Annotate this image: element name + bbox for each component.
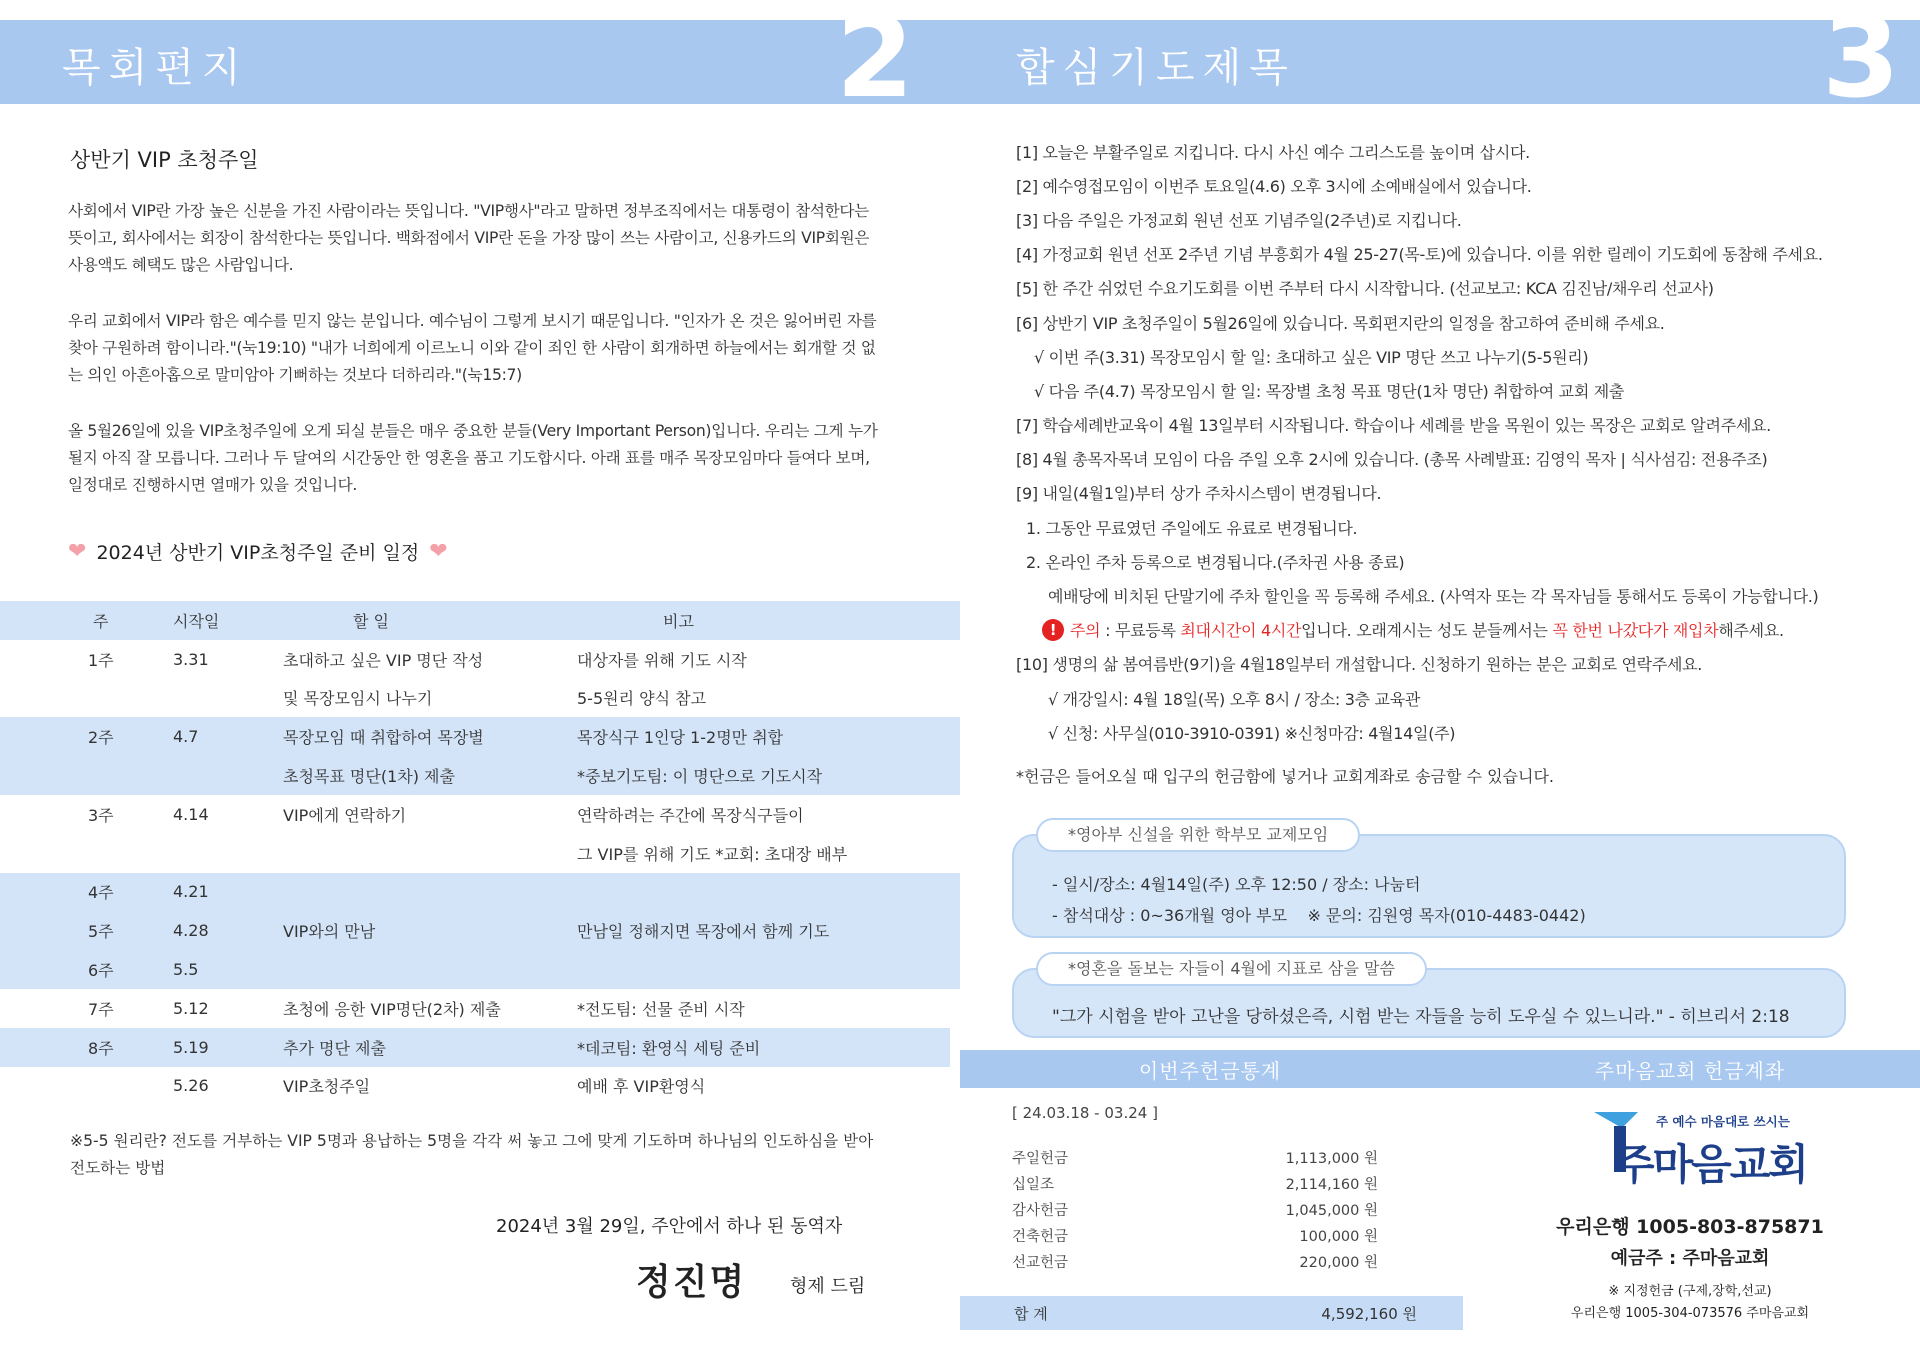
cell-task: 추가 명단 제출: [283, 1038, 386, 1058]
table-row: [0, 989, 960, 1028]
schedule-title: [68, 538, 448, 565]
letter-paragraph-2: 우리 교회에서 VIP라 함은 예수를 믿지 않는 분입니다. 예수님이 그렇게 보시기 때문입니다. "인자가 온 것은 잃어버린 자를 찾아 구원하려 함이니라."(눅19:10) "내가 너희에게 이르노니 이와 같이 죄인 한 사람이 회개하면 하늘에서는 회개할 것 없는 의인 아흔아홉으로 말미암아 기뻐하는 것보다 더하리라."(눅15:7): [68, 312, 877, 384]
prayer-item: [5] 한 주간 쉬었던 수요기도회를 이번 주부터 다시 시작합니다. (선교보고: KCA 김진남/채우리 선교사): [1016, 279, 1714, 299]
prayer-list: [1016, 134, 1896, 749]
cell-week: 2주: [88, 728, 114, 748]
letter-paragraph-1: 사회에서 VIP란 가장 높은 신분을 가진 사람이라는 뜻입니다. "VIP행사"라고 말하면 정부조직에서는 대통령이 참석한다는 뜻이고, 회사에서는 회장이 참석한다는 뜻입니다. 백화점에서 VIP란 돈을 가장 많이 쓰는 사람이고, 신용카드의 VIP회원은 사용액도 혜택도 많은 사람입니다.: [68, 202, 870, 274]
five-five-principle-note: ※5-5 원리란? 전도를 거부하는 VIP 5명과 용납하는 5명을 각각 써 놓고 그에 맞게 기도하며 하나님의 인도하심을 받아 전도하는 방법: [70, 1132, 874, 1177]
table-row: [0, 756, 960, 795]
prayer-subitem: √ 개강일시: 4월 18일(목) 오후 8시 / 장소: 3층 교육관: [1048, 689, 1421, 709]
table-row: [0, 873, 960, 912]
prayer-item: [9] 내일(4월1일)부터 상가 주차시스템이 변경됩니다.: [1016, 484, 1382, 504]
parking-warning: [1016, 613, 1896, 647]
list-item: [1012, 1196, 1378, 1222]
table-row: [0, 640, 960, 679]
cell-note: 목장식구 1인당 1-2명만 취합: [577, 728, 784, 748]
account-holder: 예금주 : 주마음교회: [1610, 1248, 1770, 1269]
cell-task: VIP에게 연락하기: [283, 805, 407, 825]
offering-amount: 2,114,160 원: [1285, 1176, 1378, 1193]
logo-wordmark: 주마음교회: [1614, 1140, 1807, 1189]
cell-note: 그 VIP를 위해 기도 *교회: 초대장 배부: [577, 844, 848, 864]
cell-date: 5.26: [173, 1076, 209, 1096]
letter-title: 상반기 VIP 초청주일: [70, 148, 259, 172]
church-logo: [1586, 1104, 1816, 1204]
cell-date: 5.19: [173, 1037, 209, 1057]
cell-week: 6주: [88, 961, 114, 981]
offering-amount: 1,045,000 원: [1285, 1202, 1378, 1219]
offering-type: 감사헌금: [1012, 1202, 1069, 1219]
cell-task: 및 목장모임시 나누기: [283, 689, 433, 709]
prayer-item: [1] 오늘은 부활주일로 지킵니다. 다시 사신 예수 그리스도를 높이며 삽시다.: [1016, 142, 1530, 162]
header-note: 비고: [663, 611, 694, 631]
offering-stats-list: [1012, 1144, 1378, 1274]
prayer-subitem: 2. 온라인 주차 등록으로 변경됩니다.(주차권 사용 종료): [1026, 552, 1405, 572]
cell-note: 연락하려는 주간에 목장식구들이: [577, 805, 804, 825]
cell-date: 5.5: [173, 960, 199, 980]
letter-paragraph-3: 올 5월26일에 있을 VIP초청주일에 오게 되실 분들은 매우 중요한 분들(Very Important Person)입니다. 우리는 그게 누가 될지 아직 잘 모릅니다. 그러나 두 달여의 시간동안 한 영혼을 품고 기도합시다. 아래 표를 매주 목장모임마다 들여다 보며, 일정대로 진행하시면 열매가 있을 것입니다.: [68, 422, 878, 494]
prayer-subitem: √ 신청: 사무실(010-3910-0391) ※신청마감: 4월14일(주): [1048, 723, 1456, 743]
prayer-subitem: √ 이번 주(3.31) 목장모임시 할 일: 초대하고 싶은 VIP 명단 쓰고 나누기(5-5원리): [1034, 347, 1589, 367]
prayer-item: [3] 다음 주일은 가정교회 원년 선포 기념주일(2주년)로 지킵니다.: [1016, 210, 1462, 230]
list-item: [1012, 1222, 1378, 1248]
cell-note: 예배 후 VIP환영식: [577, 1077, 706, 1097]
cell-date: 4.21: [173, 882, 209, 902]
account-bar: 주마음교회 헌금계좌: [1460, 1050, 1920, 1088]
cell-task: VIP초청주일: [283, 1077, 371, 1097]
header-week: 주: [93, 611, 109, 631]
cell-task: VIP와의 만남: [283, 922, 376, 942]
pastoral-letter-page: [0, 104, 960, 1357]
infant-parents-meeting-box: [1012, 825, 1846, 938]
warning-highlight-1: 최대시간이 4시간: [1180, 621, 1302, 641]
offering-amount: 1,113,000 원: [1285, 1150, 1378, 1167]
letter-dateline: 2024년 3월 29일, 주안에서 하나 된 동역자: [496, 1216, 843, 1237]
signature: 정진명: [636, 1261, 747, 1303]
cell-date: 3.31: [173, 649, 209, 669]
box-line: - 참석대상 : 0~36개월 영아 부모 ※ 문의: 김원영 목자(010-4483-0442): [1052, 906, 1586, 925]
cell-note: 만남일 정해지면 목장에서 함께 기도: [577, 922, 830, 942]
cell-note: *중보기도팀: 이 명단으로 기도시작: [577, 767, 823, 787]
right-page-number: 3: [1822, 0, 1900, 123]
designated-offering-note: ※ 지정헌금 (구제,장학,선교): [1608, 1284, 1772, 1299]
cell-week: 1주: [88, 650, 114, 670]
offering-note: *헌금은 들어오실 때 입구의 헌금함에 넣거나 교회계좌로 송금할 수 있습니다.: [1016, 767, 1554, 786]
heart-icon: ❤: [429, 539, 448, 564]
monthly-verse: "그가 시험을 받아 고난을 당하셨은즉, 시험 받는 자들을 능히 도우실 수 있느니라." - 히브리서 2:18: [1052, 1007, 1790, 1027]
designated-offering-account: 우리은행 1005-304-073576 주마음교회: [1570, 1306, 1810, 1321]
table-row: [0, 1028, 950, 1067]
prayer-subitem: 예배당에 비치된 단말기에 주차 할인을 꼭 등록해 주세요. (사역자 또는 각 목자님들 통해서도 등록이 가능합니다.): [1048, 587, 1819, 607]
box-line: - 일시/장소: 4월14일(주) 오후 12:50 / 장소: 나눔터: [1052, 875, 1421, 894]
cell-week: 4주: [88, 883, 114, 903]
prayer-item: [6] 상반기 VIP 초청주일이 5월26일에 있습니다. 목회편지란의 일정을 참고하여 준비해 주세요.: [1016, 313, 1665, 333]
cell-task: 초청목표 명단(1차) 제출: [283, 767, 455, 787]
table-row: [0, 795, 960, 834]
prayer-item: [7] 학습세례반교육이 4월 13일부터 시작됩니다. 학습이나 세례를 받을 목원이 있는 목장은 교회로 알려주세요.: [1016, 416, 1771, 436]
total-value: 4,592,160 원: [1321, 1304, 1417, 1323]
box-tab-label: *영아부 신설을 위한 학부모 교제모임: [1036, 818, 1360, 852]
schedule-table: [0, 601, 960, 1105]
cell-note: 5-5원리 양식 참고: [577, 689, 707, 709]
warning-text-1: : 무료등록: [1100, 621, 1181, 641]
signature-suffix: 형제 드림: [790, 1276, 866, 1297]
right-page-title: 합심기도제목: [1016, 45, 1296, 91]
warning-text-3: 해주세요.: [1718, 621, 1784, 641]
cell-week: 7주: [88, 999, 114, 1019]
total-label: 합 계: [1014, 1304, 1048, 1323]
header-task: 할 일: [353, 611, 389, 631]
cell-date: 4.28: [173, 921, 209, 941]
bank-account: 우리은행 1005-803-875871: [1556, 1216, 1824, 1238]
box-tab-label: *영혼을 돌보는 자들이 4월에 지표로 삼을 말씀: [1036, 952, 1427, 986]
cell-date: 5.12: [173, 998, 209, 1018]
cell-date: 4.7: [173, 727, 199, 747]
left-page-title: 목회편지: [62, 45, 249, 91]
cell-note: *전도팀: 선물 준비 시작: [577, 999, 745, 1019]
table-row: [0, 950, 960, 989]
warning-icon: !: [1042, 619, 1064, 641]
schedule-header-row: [0, 601, 960, 640]
cell-week: 3주: [88, 805, 114, 825]
cell-note: *데코팀: 환영식 세팅 준비: [577, 1038, 761, 1058]
offering-type: 선교헌금: [1012, 1254, 1069, 1271]
prayer-item: [10] 생명의 삶 봄여름반(9기)을 4월18일부터 개설합니다. 신청하기 원하는 분은 교회로 연락주세요.: [1016, 655, 1703, 675]
schedule-title-text: 2024년 상반기 VIP초청주일 준비 일정: [96, 542, 420, 564]
table-row: [0, 834, 960, 873]
prayer-subitem: 1. 그동안 무료였던 주일에도 유료로 변경됩니다.: [1026, 518, 1358, 538]
prayer-item: [8] 4월 총목자목녀 모임이 다음 주일 오후 2시에 있습니다. (총목 사례발표: 김영익 목자 | 식사섬김: 전용주조): [1016, 450, 1768, 470]
cell-task: 목장모임 때 취합하여 목장별: [283, 728, 484, 748]
offering-type: 건축헌금: [1012, 1228, 1069, 1245]
cell-task: 초청에 응한 VIP명단(2차) 제출: [283, 999, 501, 1019]
cell-note: 대상자를 위해 기도 시작: [577, 650, 747, 670]
prayer-item: [2] 예수영접모임이 이번주 토요일(4.6) 오후 3시에 소예배실에서 있습니다.: [1016, 176, 1532, 196]
warning-text-2: 입니다. 오래계시는 성도 분들께서는: [1301, 621, 1553, 641]
offering-total-row: [960, 1296, 1463, 1330]
offering-amount: 100,000 원: [1299, 1228, 1378, 1245]
prayer-topics-page: [960, 104, 1920, 1357]
cell-task: 초대하고 싶은 VIP 명단 작성: [283, 650, 484, 670]
cell-week: 8주: [88, 1038, 114, 1058]
table-row: [0, 717, 960, 756]
table-row: [0, 679, 960, 718]
offering-type: 십일조: [1012, 1176, 1055, 1193]
offering-stats-bar: 이번주헌금통계: [960, 1050, 1460, 1088]
cell-week: 5주: [88, 922, 114, 942]
prayer-item: [4] 가정교회 원년 선포 2주년 기념 부흥회가 4월 25-27(목-토)에 있습니다. 이를 위한 릴레이 기도회에 동참해 주세요.: [1016, 245, 1823, 265]
monthly-verse-box: [1012, 959, 1846, 1038]
heart-icon: ❤: [68, 539, 87, 564]
table-row: [0, 1067, 960, 1106]
header-start-date: 시작일: [173, 611, 220, 631]
warning-label: 주의: [1070, 621, 1101, 641]
table-row: [0, 911, 960, 950]
cell-date: 4.14: [173, 804, 209, 824]
offering-type: 주일헌금: [1012, 1150, 1069, 1167]
prayer-subitem: √ 다음 주(4.7) 목장모임시 할 일: 목장별 초청 목표 명단(1차 명단) 취합하여 교회 제출: [1034, 381, 1625, 401]
list-item: [1012, 1248, 1378, 1274]
list-item: [1012, 1144, 1378, 1170]
left-page-number: 2: [836, 0, 914, 123]
offering-amount: 220,000 원: [1299, 1254, 1378, 1271]
warning-highlight-2: 꼭 한번 나갔다가 재입차: [1552, 621, 1719, 641]
logo-tagline: 주 예수 마음대로 쓰시는: [1656, 1114, 1790, 1129]
offering-period: [ 24.03.18 - 03.24 ]: [1012, 1104, 1158, 1122]
list-item: [1012, 1170, 1378, 1196]
